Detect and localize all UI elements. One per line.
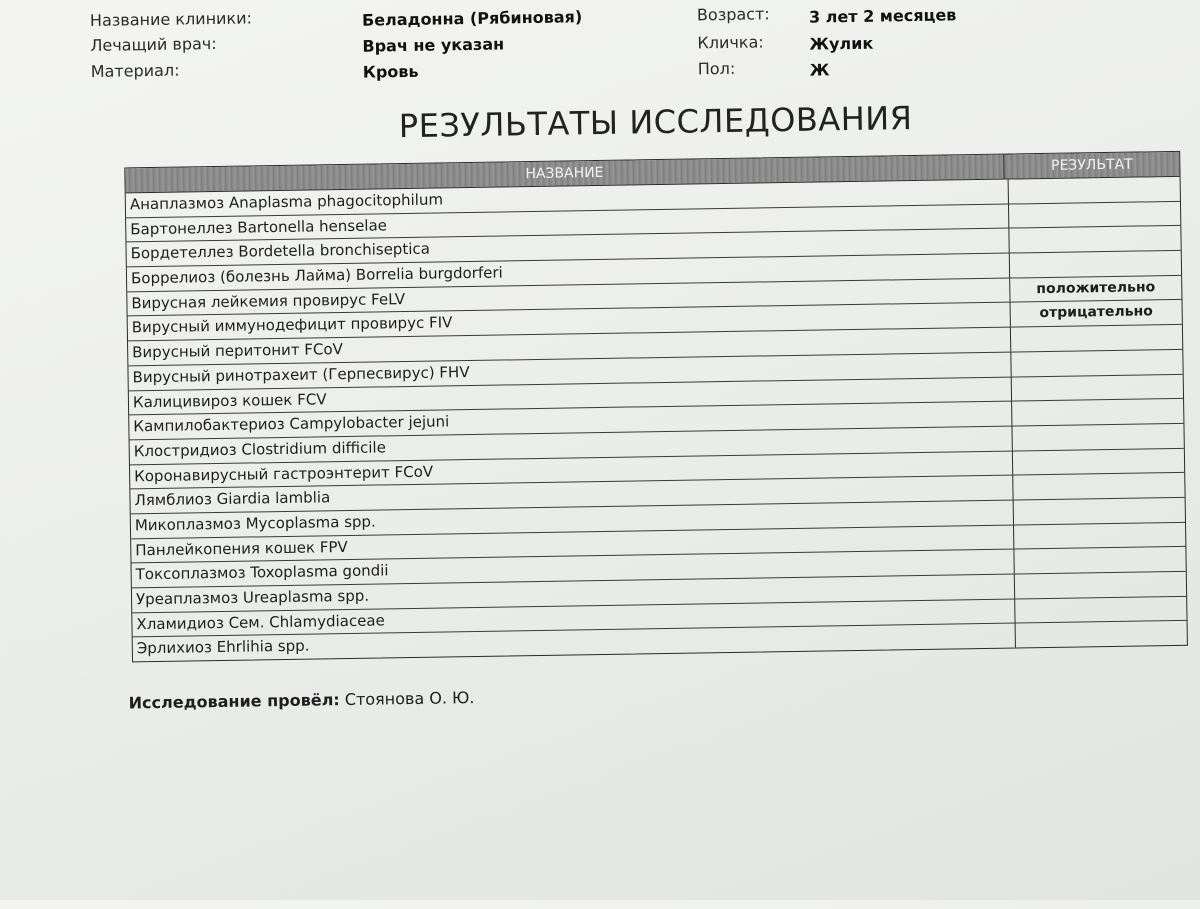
test-name: Боррелиоз (болезнь Лайма) Borrelia burgdorferi xyxy=(127,254,1010,292)
nickname-value: Жулик xyxy=(809,33,874,54)
nickname-label: Кличка: xyxy=(697,32,764,53)
doctor-value: Врач не указан xyxy=(362,34,505,56)
test-result xyxy=(1012,374,1183,400)
test-result xyxy=(1009,177,1180,203)
footer-label: Исследование провёл: xyxy=(128,690,340,713)
table-body xyxy=(126,177,1187,662)
test-name: Панлейкопения кошек FPV xyxy=(131,525,1014,563)
test-result xyxy=(1011,325,1182,351)
test-result xyxy=(1014,522,1185,548)
footer xyxy=(129,688,475,712)
test-result xyxy=(1015,572,1186,598)
test-result xyxy=(1014,547,1185,573)
footer-value: Стоянова О. Ю. xyxy=(344,688,475,710)
test-result: положительно xyxy=(1036,279,1156,297)
test-name: Коронавирусный гастроэнтерит FCoV xyxy=(130,451,1013,489)
sex-label: Пол: xyxy=(697,58,736,79)
test-name: Хламидиоз Сем. Chlamydiaceae xyxy=(132,599,1015,637)
test-result xyxy=(1016,621,1187,647)
test-name: Уреаплазмоз Ureaplasma spp. xyxy=(132,575,1015,613)
test-name: Кампилобактериоз Campylobacter jejuni xyxy=(129,402,1012,440)
test-result xyxy=(1011,350,1182,376)
test-name: Вирусная лейкемия провирус FeLV xyxy=(127,278,1010,316)
test-name: Клостридиоз Clostridium difficile xyxy=(130,426,1013,464)
test-result: отрицательно xyxy=(1039,303,1154,322)
age-value: 3 лет 2 месяцев xyxy=(808,5,957,27)
test-result xyxy=(1013,448,1184,474)
test-name: Эрлихиоз Ehrlihia spp. xyxy=(133,624,1016,662)
test-name: Токсоплазмоз Toxoplasma gondii xyxy=(132,550,1015,588)
material-label: Материал: xyxy=(90,60,180,81)
test-result xyxy=(1012,424,1183,450)
clinic-label: Название клиники: xyxy=(89,8,253,30)
results-table xyxy=(124,151,1188,663)
test-name: Вирусный ринотрахеит (Герпесвирус) FHV xyxy=(128,352,1011,390)
test-name: Вирусный перитонит FCoV xyxy=(128,328,1011,366)
age-label: Возраст: xyxy=(696,4,770,25)
test-result xyxy=(1009,202,1180,228)
test-result xyxy=(1010,251,1181,277)
test-result xyxy=(1009,226,1180,252)
test-result xyxy=(1015,597,1186,623)
sex-value: Ж xyxy=(809,60,830,80)
test-result xyxy=(1014,498,1185,524)
doctor-label: Лечащий врач: xyxy=(90,33,217,55)
test-name: Бартонеллез Bartonella henselae xyxy=(126,204,1009,242)
test-name: Бордетеллез Bordetella bronchiseptica xyxy=(126,229,1009,267)
test-name: Вирусный иммунодефицит провирус FIV xyxy=(128,303,1011,341)
test-name: Лямблиоз Giardia lamblia xyxy=(130,476,1013,514)
report-title: РЕЗУЛЬТАТЫ ИССЛЕДОВАНИЯ xyxy=(398,99,913,146)
test-name: Калицивироз кошек FCV xyxy=(129,377,1012,415)
material-value: Кровь xyxy=(362,61,419,82)
clinic-value: Беладонна (Рябиновая) xyxy=(361,7,583,30)
column-header-name: НАЗВАНИЕ xyxy=(125,155,1004,193)
test-result xyxy=(1012,399,1183,425)
test-name: Микоплазмоз Mycoplasma spp. xyxy=(131,500,1014,538)
test-result xyxy=(1013,473,1184,499)
column-header-result: РЕЗУЛЬТАТ xyxy=(1050,156,1133,174)
test-name: Анаплазмоз Anaplasma phagocitophilum xyxy=(126,180,1009,218)
